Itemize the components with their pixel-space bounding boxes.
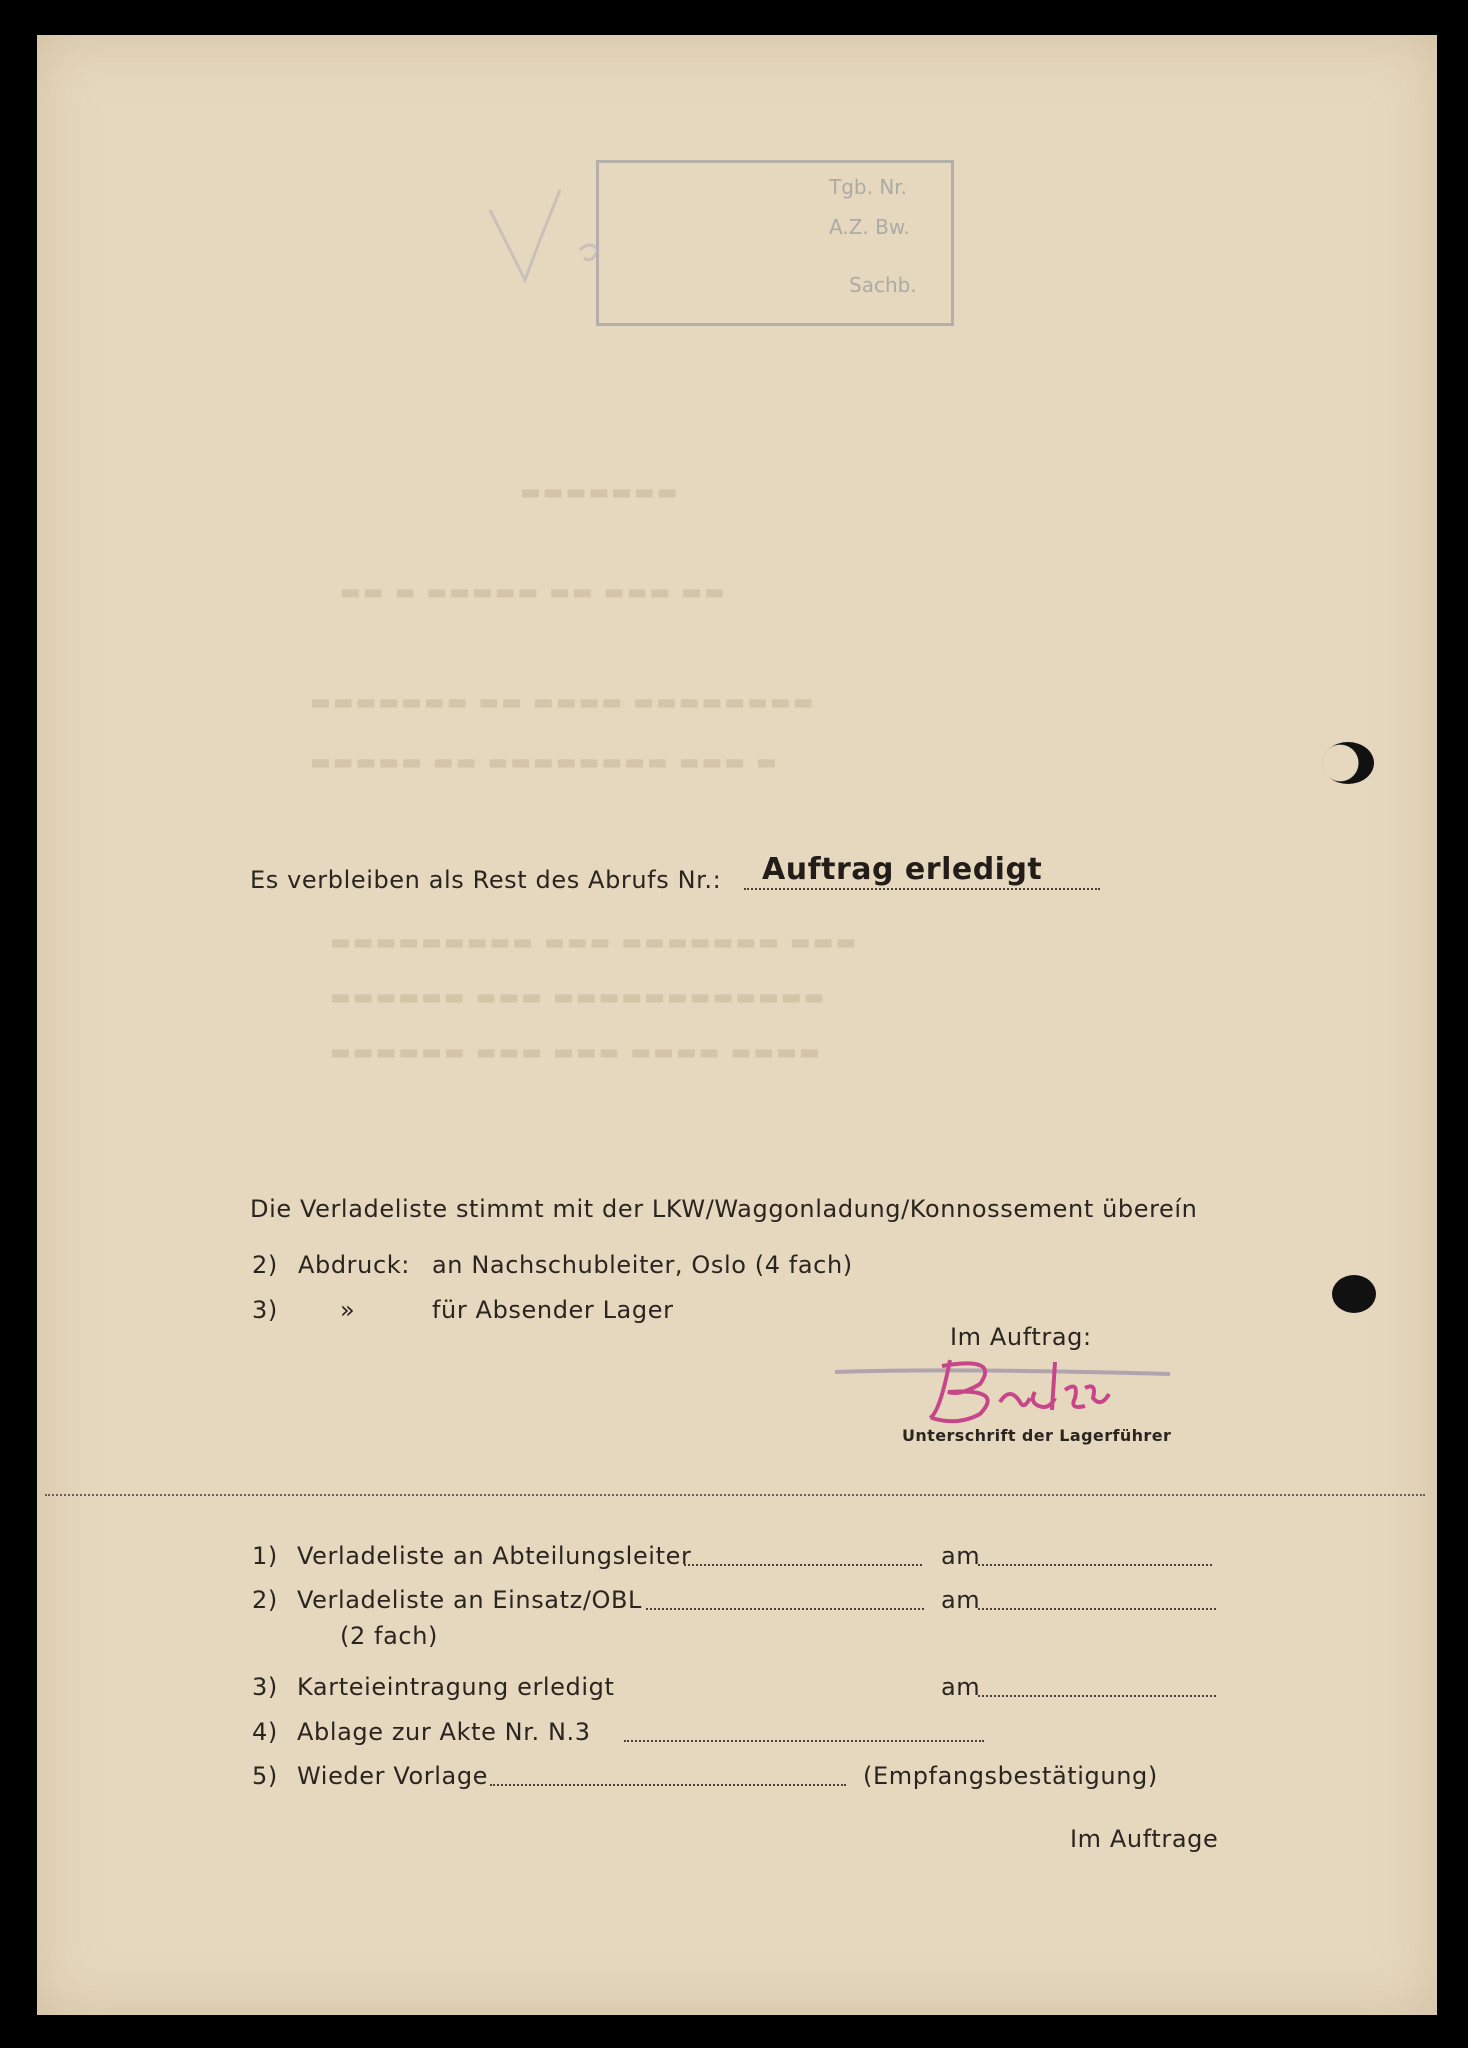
routing-number: 3) — [252, 1673, 278, 1701]
pencil-mark — [470, 170, 620, 290]
routing-number: 1) — [252, 1542, 278, 1570]
bleed-through-text: ▬▬▬▬▬▬▬▬▬ ▬▬▬ ▬▬▬▬▬▬▬ ▬▬▬ — [330, 930, 859, 955]
document-page — [37, 35, 1437, 2015]
rest-label: Es verbleiben als Rest des Abrufs Nr.: — [250, 866, 722, 894]
registry-stamp — [596, 160, 954, 326]
section-separator — [45, 1494, 1425, 1496]
bleed-through-text: ▬▬▬▬▬▬▬ ▬▬ ▬▬▬▬ ▬▬▬▬▬▬▬▬ — [310, 690, 816, 715]
routing-number: 4) — [252, 1718, 278, 1746]
copy-number: 2) — [252, 1251, 278, 1279]
bleed-through-text: ▬▬▬▬▬ ▬▬ ▬▬▬▬▬▬▬▬ ▬▬▬ ▬ — [310, 750, 779, 775]
stamp-line-3: Sachb. — [849, 273, 917, 297]
stamp-line-1: Tgb. Nr. — [829, 175, 908, 199]
routing-text: Ablage zur Akte Nr. N.3 — [297, 1718, 591, 1746]
im-auftrag-label: Im Auftrag: — [950, 1323, 1092, 1351]
bleed-through-text: ▬▬ ▬ ▬▬▬▬▬ ▬▬ ▬▬▬ ▬▬ — [340, 580, 727, 605]
routing-number: 5) — [252, 1762, 278, 1790]
routing-dotted-line — [684, 1564, 922, 1566]
routing-date-line — [978, 1608, 1216, 1610]
verification-statement: Die Verladeliste stimmt mit der LKW/Waggonladung/Konnossement übereín — [250, 1195, 1198, 1223]
punch-hole — [1332, 1275, 1376, 1313]
routing-suffix: (Empfangsbestätigung) — [863, 1762, 1158, 1790]
routing-number: 2) — [252, 1586, 278, 1614]
bleed-through-text: ▬▬▬▬▬▬ ▬▬▬ ▬▬▬▬▬▬▬▬▬▬▬▬ — [330, 985, 827, 1010]
routing-dotted-line — [624, 1740, 984, 1742]
footer-im-auftrage: Im Auftrage — [1070, 1825, 1219, 1853]
routing-am: am — [941, 1673, 981, 1701]
routing-text: Wieder Vorlage — [297, 1762, 489, 1790]
routing-date-line — [978, 1564, 1212, 1566]
copy-label: Abdruck: — [298, 1251, 410, 1279]
copy-label: » — [340, 1296, 356, 1324]
routing-dotted-line — [646, 1608, 924, 1610]
rest-dotted-line — [744, 888, 1100, 890]
copy-number: 3) — [252, 1296, 278, 1324]
routing-text: Verladeliste an Einsatz/OBL — [297, 1586, 643, 1614]
stamp-line-2: A.Z. Bw. — [829, 215, 910, 239]
punch-hole — [1322, 742, 1374, 784]
routing-am: am — [941, 1542, 981, 1570]
bleed-through-text: ▬▬▬▬▬▬ ▬▬▬ ▬▬▬ ▬▬▬▬ ▬▬▬▬ — [330, 1040, 822, 1065]
routing-date-line — [978, 1695, 1216, 1697]
signature-caption: Unterschrift der Lagerführer — [902, 1426, 1172, 1445]
bleed-through-text: ▬▬▬▬▬▬▬ — [520, 480, 680, 505]
rest-typed-value: Auftrag erledigt — [762, 852, 1043, 887]
handwritten-signature — [830, 1352, 1170, 1428]
routing-dotted-line — [490, 1784, 846, 1786]
routing-text: Karteieintragung erledigt — [297, 1673, 615, 1701]
routing-text: Verladeliste an Abteilungsleiter — [297, 1542, 692, 1570]
routing-am: am — [941, 1586, 981, 1614]
routing-subtext: (2 fach) — [340, 1622, 438, 1650]
copy-text: für Absender Lager — [432, 1296, 674, 1324]
copy-text: an Nachschubleiter, Oslo (4 fach) — [432, 1251, 853, 1279]
